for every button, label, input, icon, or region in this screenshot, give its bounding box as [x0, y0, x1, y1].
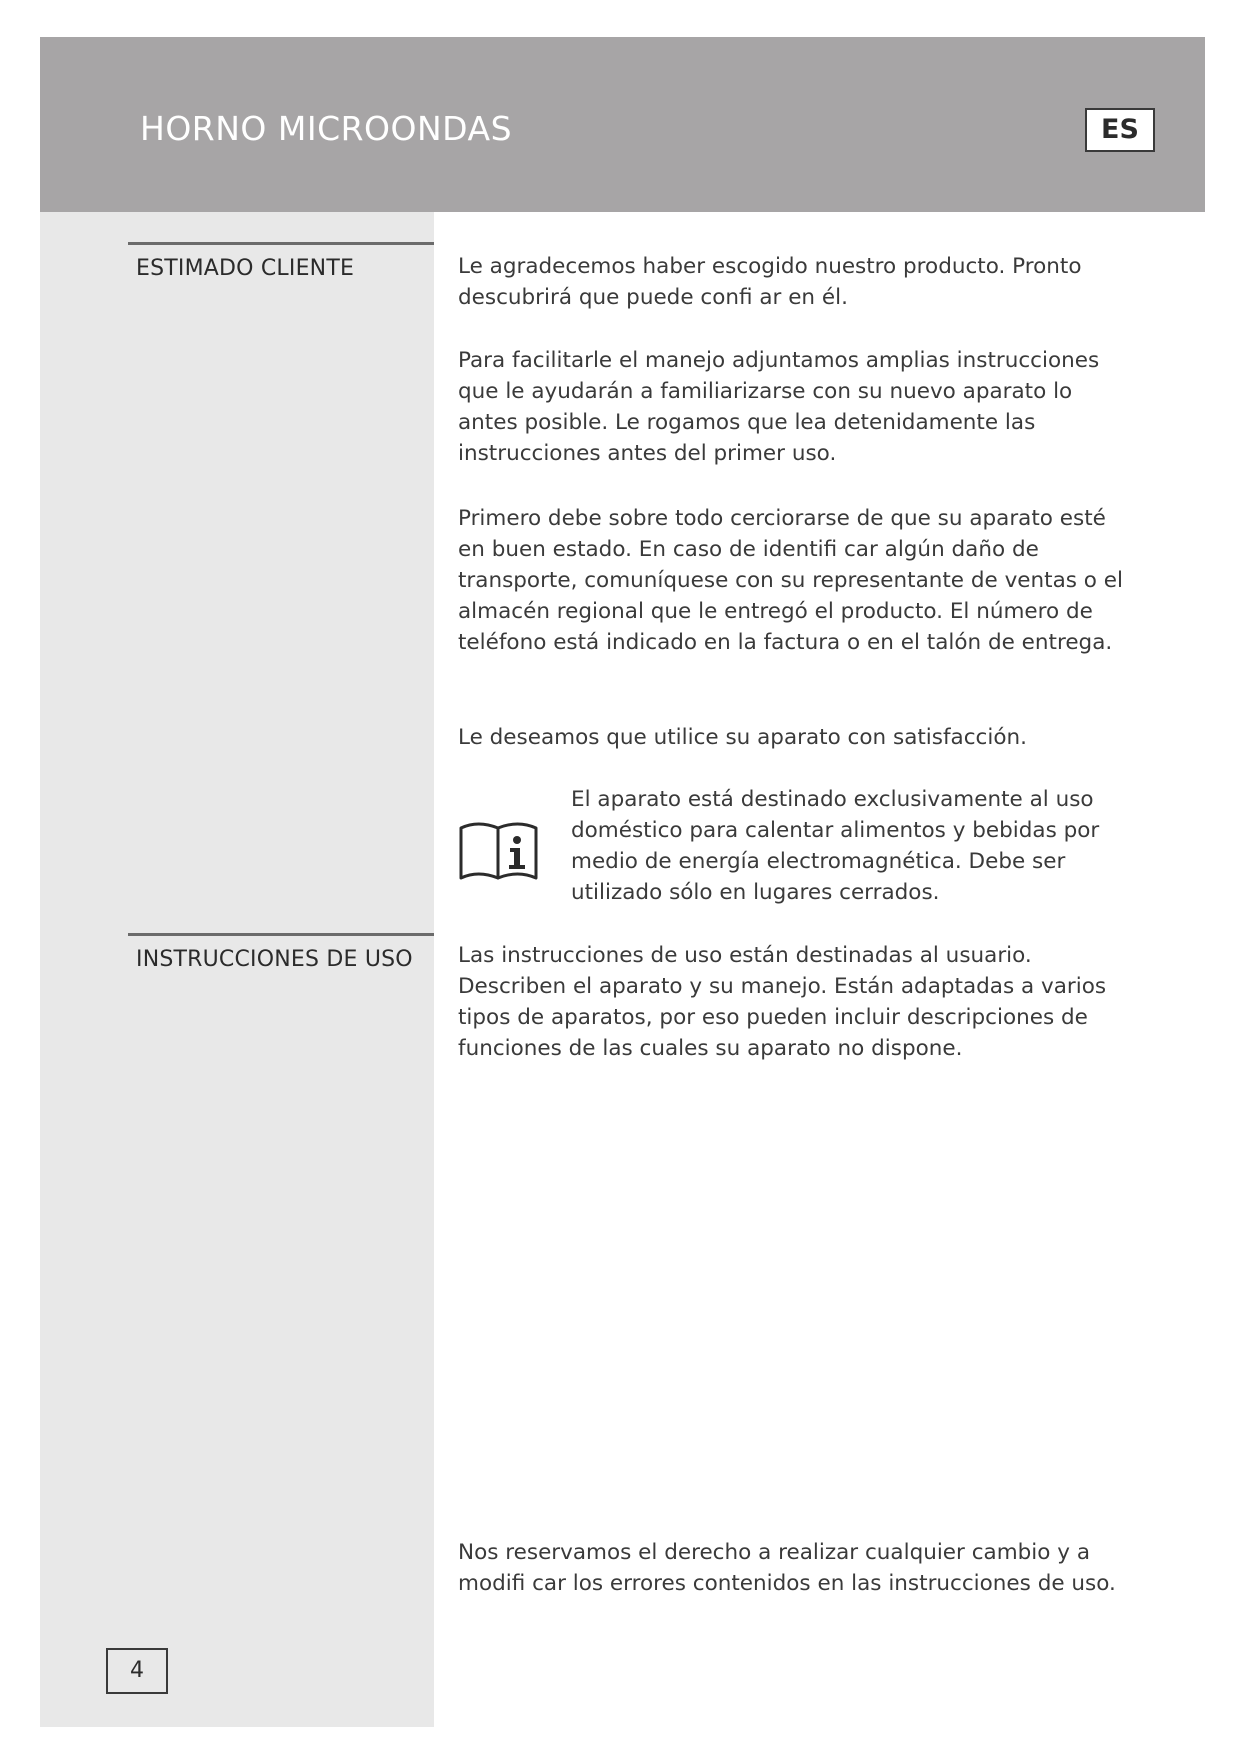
page-header	[40, 37, 1205, 212]
paragraph-instructions-intro: Para facilitarle el manejo adjuntamos amplias instrucciones que le ayudarán a familiarizarse con su nuevo aparato lo antes posible. Le rogamos que lea detenidamente las instrucciones antes del primer uso.	[458, 348, 1100, 466]
paragraph-changes-reserved: Nos reservamos el derecho a realizar cualquier cambio y a modifi car los errores contenidos en las instrucciones de uso.	[458, 1540, 1116, 1596]
section-label-instrucciones-de-uso: INSTRUCCIONES DE USO	[128, 933, 434, 975]
info-manual-icon	[458, 818, 540, 882]
language-badge: ES	[1085, 108, 1155, 152]
paragraph-check-condition: Primero debe sobre todo cerciorarse de que su aparato esté en buen estado. En caso de identifi car algún daño de transporte, comuníquese con su representante de ventas o el almacén regional que le entregó el producto. El número de teléfono está indicado en la factura o en el talón de entrega.	[458, 506, 1123, 655]
paragraph-thanks: Le agradecemos haber escogido nuestro producto. Pronto descubrirá que puede confi ar en él.	[458, 254, 1082, 310]
paragraph-user-instructions: Las instrucciones de uso están destinadas al usuario. Describen el aparato y su manejo. Están adaptadas a varios tipos de aparatos, por eso pueden incluir descripciones de funciones de las cuales su aparato no dispone.	[458, 943, 1107, 1061]
document-title: HORNO MICROONDAS	[140, 109, 513, 148]
page-number: 4	[106, 1648, 168, 1694]
paragraph-intended-use: El aparato está destinado exclusivamente al uso doméstico para calentar alimentos y bebidas por medio de energía electromagnética. Debe ser utilizado sólo en lugares cerrados.	[571, 787, 1100, 905]
paragraph-satisfaction: Le deseamos que utilice su aparato con satisfacción.	[458, 725, 1027, 750]
section-label-estimado-cliente: ESTIMADO CLIENTE	[128, 242, 434, 284]
